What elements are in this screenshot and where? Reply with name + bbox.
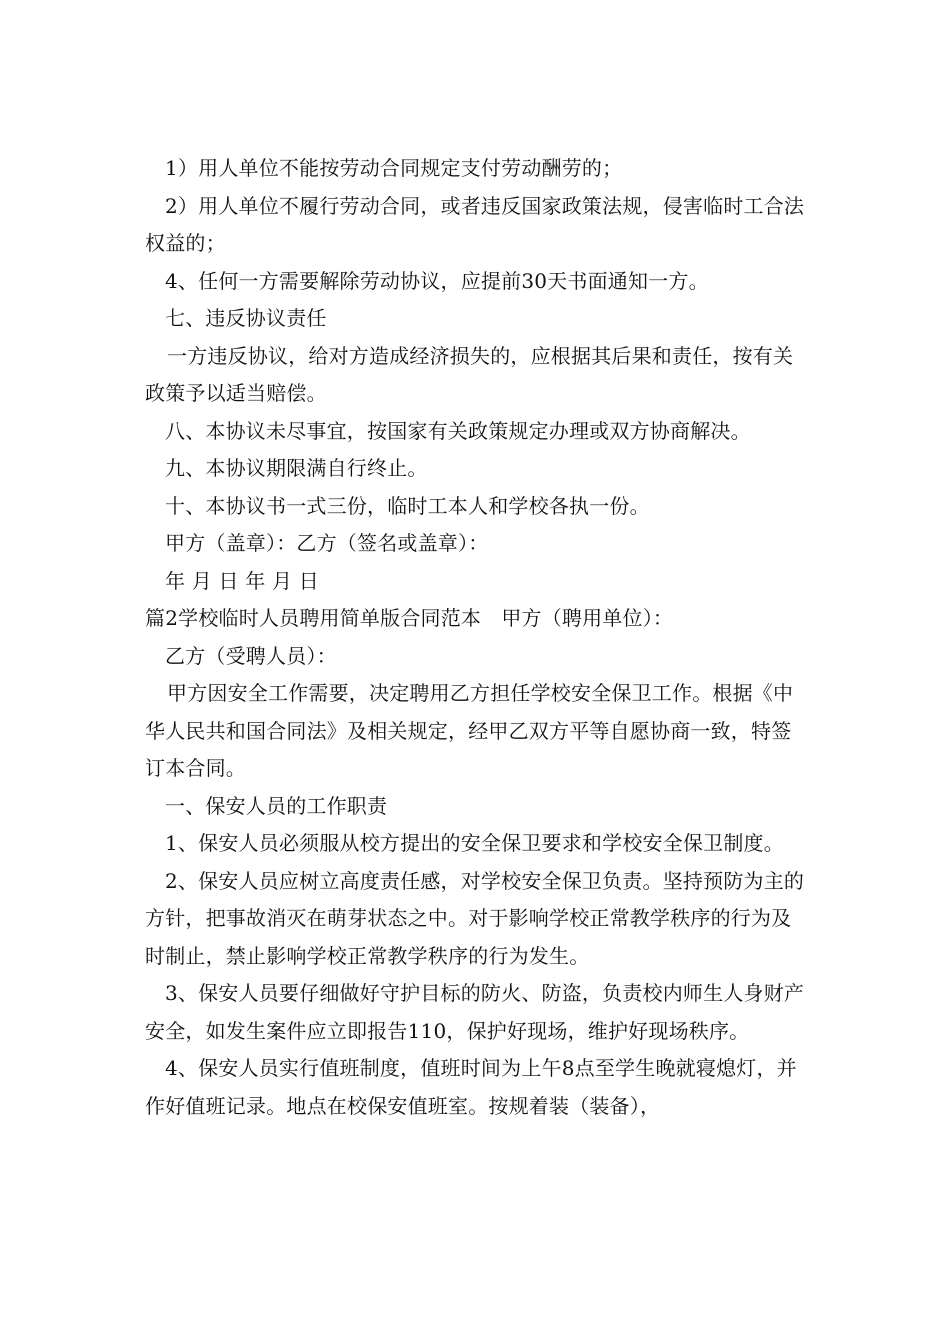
party-b-line: 乙方（受聘人员）： bbox=[165, 643, 337, 668]
date-line: 年 月 日 年 月 日 bbox=[165, 568, 319, 593]
paragraph-section-8: 八、本协议未尽事宜，按国家有关政策规定办理或双方协商解决。 bbox=[165, 418, 751, 443]
paragraph-item-4-termination: 4、任何一方需要解除劳动协议，应提前30天书面通知一方。 bbox=[165, 268, 709, 293]
section-heading-breach: 七、违反协议责任 bbox=[165, 306, 327, 330]
paragraph-intro: 甲方因安全工作需要，决定聘用乙方担任学校安全保卫工作。根据《中华人民共和国合同法》及相关规定，经甲乙双方平等自愿协商一致，特签订本合同。 bbox=[145, 681, 794, 780]
paragraph-duty-4: 4、保安人员实行值班制度，值班时间为上午8点至学生晚就寝熄灯，并作好值班记录。地点在校保安值班室。按规着装（装备）， bbox=[145, 1056, 797, 1118]
paragraph-duty-3: 3、保安人员要仔细做好守护目标的防火、防盗，负责校内师生人身财产安全，如发生案件应立即报告110，保护好现场，维护好现场秩序。 bbox=[145, 981, 805, 1043]
paragraph-clause-2: 2）用人单位不履行劳动合同，或者违反国家政策法规，侵害临时工合法权益的； bbox=[145, 193, 805, 255]
signature-line: 甲方（盖章）：乙方（签名或盖章）： bbox=[165, 531, 489, 555]
paragraph-section-9: 九、本协议期限满自行终止。 bbox=[165, 456, 428, 480]
paragraph-section-10: 十、本协议书一式三份，临时工本人和学校各执一份。 bbox=[165, 493, 650, 518]
paragraph-clause-1: 1）用人单位不能按劳动合同规定支付劳动酬劳的； bbox=[165, 156, 623, 180]
paragraph-duty-2: 2、保安人员应树立高度责任感，对学校安全保卫负责。坚持预防为主的方针，把事故消灭在萌芽状态之中。对于影响学校正常教学秩序的行为及时制止，禁止影响学校正常教学秩序的行为发生。 bbox=[145, 868, 805, 968]
paragraph-breach-liability: 一方违反协议，给对方造成经济损失的，应根据其后果和责任，按有关政策予以适当赔偿。 bbox=[145, 343, 794, 405]
document-body bbox=[145, 150, 810, 1125]
contract-2-title: 篇2学校临时人员聘用简单版合同范本 甲方（聘用单位）： bbox=[145, 606, 674, 630]
section-heading-duties: 一、保安人员的工作职责 bbox=[165, 793, 388, 818]
paragraph-duty-1: 1、保安人员必须服从校方提出的安全保卫要求和学校安全保卫制度。 bbox=[165, 831, 784, 855]
